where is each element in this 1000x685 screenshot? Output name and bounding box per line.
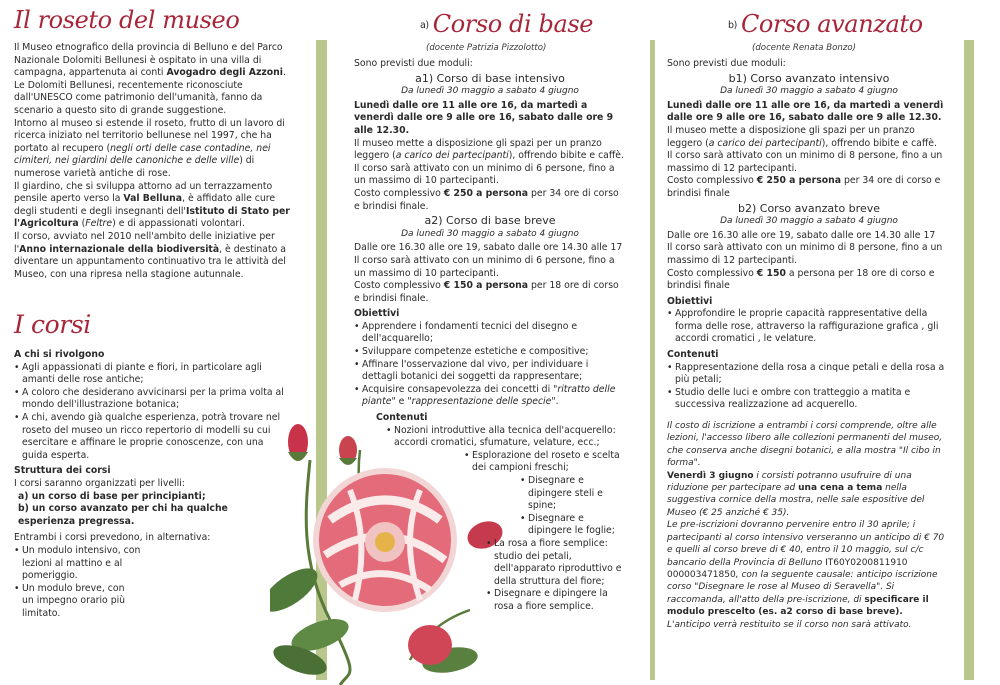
list-item: • Rappresentazione della rosa a cinque petali e della rosa a più petali; [667,362,951,387]
list-item: • Disegnare e dipingere steli e spine; [520,475,626,513]
contents-list [667,362,951,412]
module-a1-date: Da lunedì 30 maggio a sabato 4 giugno [401,86,579,97]
module-a1-hours: Lunedì dalle ore 11 alle ore 16, da martedì a venerdì dalle ore 9 alle ore 16, sabato dalle ore 9 alle 12.30. [354,99,614,136]
module-a1-lunch: Il museo mette a disposizione gli spazi per un pranzo leggero (a carico dei partecipanti), offrendo bibite e caffè. [354,137,624,162]
column-museum [14,42,290,281]
list-item: • Un modulo intensivo, con lezioni al mattino e al pomeriggio. [14,545,154,583]
column-courses [14,346,284,620]
list-item: • Esplorazione del roseto e scelta dei campioni freschi; [464,450,626,475]
list-item: • Approfondire le proprie capacità rappresentative della forma delle rose, attraverso la raffigurazione grafica , gli accordi cromatici , le velature. [667,308,951,346]
module-b1-lunch: Il museo mette a disposizione gli spazi per un pranzo leggero (a carico dei partecipanti), offrendo bibite e caffè. [667,124,937,149]
module-b1-title: b1) Corso avanzato intensivo [728,71,890,85]
module-b2-date: Da lunedì 30 maggio a sabato 4 giugno [720,216,898,227]
structure-heading: Struttura dei corsi [14,465,111,477]
module-a1-min: Il corso sarà attivato con un minimo di 6 persone, fino a un massimo di 10 partecipanti. [354,162,615,187]
alt-text: Entrambi i corsi prevedono, in alternativa: [14,532,211,544]
basic-course-teacher: (docente Patrizia Pizzolotto) [426,43,547,53]
target-heading: A chi si rivolgono [14,349,105,360]
list-item: • Apprendere i fondamenti tecnici del disegno e dell'acquarello; [354,321,626,346]
green-bar-mid-top [650,40,655,680]
contents-heading: Contenuti [667,349,719,361]
note-dinner: Venerdì 3 giugno i corsisti potranno usufruire di una riduzione per partecipare ad una cena a tema nella suggestiva cornice della mostra, nelle sale espositive del Museo (€ 25 anziché € 35). [667,470,925,518]
intro-paragraph-4: Il corso, avviato nel 2010 nell'ambito delle iniziative per l'Anno internazionale della biodiversità, è destinato a diventare un appuntamento continuativo tra le attività del Museo, con una ripresa nella stagione autunnale. [14,230,286,280]
column-basic-course [354,58,626,614]
list-item: • Disegnare e dipingere le foglie; [520,513,626,538]
green-bar-right [964,40,974,680]
modules-text: Sono previsti due moduli: [354,58,473,69]
advanced-course-title-text: Corso avanzato [740,10,923,38]
level-a: a) un corso di base per principianti; [18,490,206,502]
column-advanced-course [667,58,951,631]
course-letter: a) [420,20,429,31]
list-item: • La rosa a fiore semplice: studio dei petali, dell'apparato riproduttivo e della struttura del fiore; [486,538,626,588]
module-b2-cost: Costo complessivo € 150 a persona per 18 ore di corso e brindisi finale [667,267,935,292]
list-item: • Nozioni introduttive alla tecnica dell'acquerello: accordi cromatici, sfumature, velature, ecc.; [386,425,626,450]
module-b1-cost: Costo complessivo € 250 a persona per 34 ore di corso e brindisi finale [667,175,941,199]
basic-course-title [420,10,630,38]
course-letter: b) [728,20,737,31]
objectives-heading: Obiettivi [667,295,713,307]
advanced-course-title [728,10,928,38]
module-a2-cost: Costo complessivo € 150 a persona per 18 ore di corso e brindisi finale. [354,280,619,304]
list-item: • Agli appassionati di piante e fiori, in particolare agli amanti delle rose antiche; [14,362,284,387]
list-item: • Disegnare e dipingere la rosa a fiore semplice. [486,588,626,613]
list-item: • Studio delle luci e ombre con tratteggio a matita e successiva realizzazione ad acquerello. [667,387,951,412]
note-registration: Le pre-iscrizioni dovranno pervenire entro il 30 aprile; i partecipanti al corso intensivo verseranno un anticipo di € 70 e quelli al corso breve di € 40, entro il 10 maggio, sul c/c bancario della Provincia di Belluno IT60Y0200811910 000003471850, con la seguente causale: anticipo iscrizione corso "Disegnare le rose al Museo di Seravella". Si raccomanda, all'atto della pre-iscrizione, di specificare il modulo prescelto (es. a2 corso di base breve). [667,520,945,618]
objectives-list [354,321,626,409]
module-a2-date: Da lunedì 30 maggio a sabato 4 giugno [401,228,579,239]
contents-list [354,425,626,614]
module-b1-min: Il corso sarà attivato con un minimo di 8 persone, fino a un massimo di 12 partecipanti. [667,150,943,174]
module-a2-title: a2) Corso di base breve [424,214,556,228]
module-a1-cost: Costo complessivo € 250 a persona per 34 ore di corso e brindisi finale. [354,187,619,212]
modules-text: Sono previsti due moduli: [667,58,786,69]
notes-block [667,420,951,631]
list-item: • A coloro che desiderano avvicinarsi per la prima volta al mondo dell'illustrazione botanica; [14,387,284,412]
objectives-heading: Obiettivi [354,308,400,320]
list-item: • Sviluppare competenze estetiche e compositive; [354,346,626,359]
module-b2-min: Il corso sarà attivato con un minimo di 8 persone, fino a un massimo di 12 partecipanti. [667,242,943,266]
note-refund: L'anticipo verrà restituito se il corso non sarà attivato. [667,619,912,630]
advanced-course-teacher: (docente Renata Bonzo) [752,43,856,53]
module-b2-hours: Dalle ore 16.30 alle ore 19, sabato dalle ore 14.30 alle 17 [667,229,936,241]
module-b1-date: Da lunedì 30 maggio a sabato 4 giugno [720,86,898,97]
intro-paragraph-1: Il Museo etnografico della provincia di Belluno e del Parco Nazionale Dolomiti Bellunesi è ospitato in una villa di campagna, appartenuta ai conti Avogadro degli Azzoni. Le Dolomiti Bellunesi, recentemente riconosciute dall'UNESCO come patrimonio dell'umanità, fanno da scenario a questo sito di grande suggestione. [14,42,286,116]
target-list [14,362,284,463]
list-item: • Acquisire consapevolezza dei concetti di "ritratto delle piante" e "rappresentazione delle specie". [354,384,626,409]
alt-list [14,545,154,621]
note-cost: Il costo di iscrizione a entrambi i corsi comprende, oltre alle lezioni, l'accesso libero alle collezioni permanenti del museo, che conserva anche disegni botanici, e alla mostra "Il cibo in forma". [667,421,943,469]
module-a2-min: Il corso sarà attivato con un minimo di 6 persone, fino a un massimo di 10 partecipanti. [354,254,615,279]
module-b1-hours: Lunedì dalle ore 11 alle ore 16, da martedì a venerdì dalle ore 9 alle ore 16, sabato dalle ore 9 alle 12.30. [667,99,944,124]
list-item: • A chi, avendo già qualche esperienza, potrà trovare nel roseto del museo un ricco repertorio di modelli su cui esercitare e affinare le proprie conoscenze, con una guida esperta. [14,412,284,462]
module-a1-title: a1) Corso di base intensivo [415,71,565,85]
objectives-list [667,308,951,346]
module-a2-hours: Dalle ore 16.30 alle ore 19, sabato dalle ore 14.30 alle 17 [354,242,623,254]
list-item: • Un modulo breve, con un impegno orario più limitato. [14,583,132,621]
intro-paragraph-2: Intorno al museo si estende il roseto, frutto di un lavoro di ricerca iniziato nel territorio bellunese nel 1997, che ha portato al recupero (negli orti delle case contadine, nei cimiteri, nei giardini delle canoniche e delle ville) di numerose varietà antiche di rose. [14,117,285,179]
courses-title: I corsi [14,310,91,339]
list-item: • Affinare l'osservazione dal vivo, per individuare i dettagli botanici dei soggetti da rappresentare; [354,359,626,384]
museum-title: Il roseto del museo [14,6,240,34]
level-b: b) un corso avanzato per chi ha qualche esperienza pregressa. [18,503,228,527]
module-b2-title: b2) Corso avanzato breve [738,201,880,215]
structure-text: I corsi saranno organizzati per livelli: [14,477,185,489]
basic-course-title-text: Corso di base [432,10,594,38]
contents-heading: Contenuti [376,412,428,424]
intro-paragraph-3: Il giardino, che si sviluppa attorno ad un terrazzamento pensile aperto verso la Val Belluna, è affidato alle cure degli studenti e degli insegnanti dell'Istituto di Stato per l'Agricoltura (Feltre) e di appassionati volontari. [14,180,290,230]
